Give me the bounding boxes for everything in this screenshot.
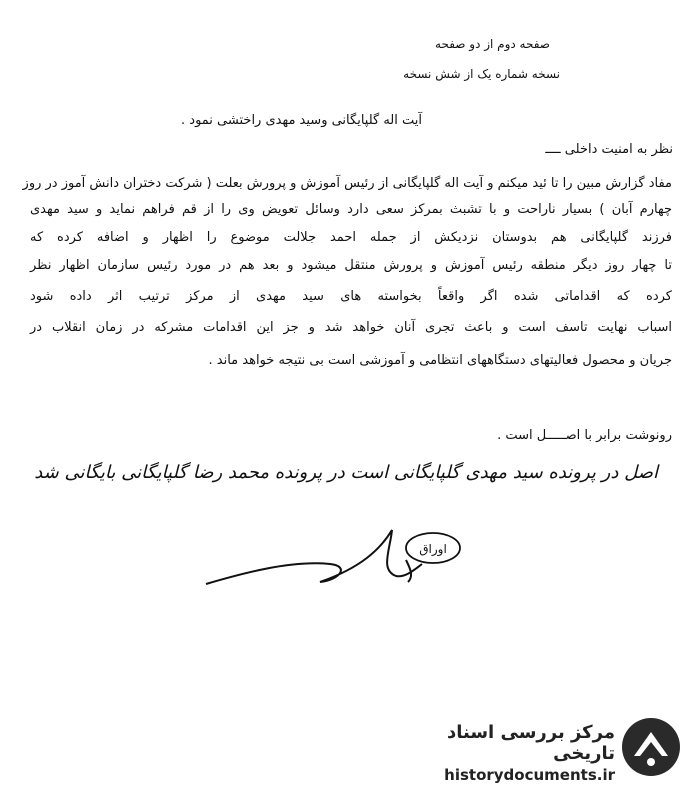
handwritten-note: اصل در پرونده سید مهدی گلپایگانی است در پرونده محمد رضا گلپایگانی بایگانی شد	[34, 462, 658, 483]
page-note: صفحه دوم از دو صفحه	[435, 37, 550, 51]
document-subject: آیت اله گلپایگانی وسید مهدی راختشی نمود .	[181, 113, 422, 128]
body-line: مفاد گزارش مبین را تا ئید میکنم و آیت اله گلپایگانی از رئیس آموزش و پرورش بعلت ( شرکت دختران دانش آموز در روز	[22, 176, 672, 191]
archive-watermark	[390, 716, 690, 786]
section-heading: نظر به امنیت داخلی ــــ	[545, 142, 673, 157]
body-line: تا چهار روز دیگر منطقه رئیس آموزش و پرورش منتقل میشود و بعد هم در مورد رئیس سازمان اظهار نظر	[30, 258, 672, 273]
body-line: اسباب نهایت تاسف است و باعث تجری آنان خواهد شد و جز این اقدامات مشرکه در زمان انقلاب در	[30, 320, 672, 335]
body-line: فرزند گلپایگانی هم بدوستان نزدیکش از جمله احمد جلالت موضوع را اظهار و اضافه کرده که	[30, 230, 672, 245]
stamp-text: اوراق	[419, 542, 447, 556]
body-line: چهارم آبان ) بسیار ناراحت و با تشبث بمرکز سعی دارد وسائل تعویض وی را از قم فراهم نماید و سید مهدی	[30, 202, 672, 217]
body-line: کرده که اقداماتی شده اگر واقعاً بخواسته های سید مهدی از مرکز ترتیب اثر داده شود	[30, 289, 672, 304]
certification-text: رونوشت برابر با اصـــــل است .	[497, 428, 672, 443]
body-line: جریان و محصول فعالیتهای دستگاههای انتظامی و آموزشی است بی نتیجه خواهد ماند .	[208, 353, 672, 368]
copy-note: نسخه شماره یک از شش نسخه	[403, 67, 560, 81]
stamp-circle	[402, 528, 464, 568]
archive-logo-icon	[620, 716, 682, 778]
archive-url: historydocuments.ir	[444, 766, 615, 784]
archive-title: مرکز بررسی اسناد تاریخی	[447, 722, 615, 764]
